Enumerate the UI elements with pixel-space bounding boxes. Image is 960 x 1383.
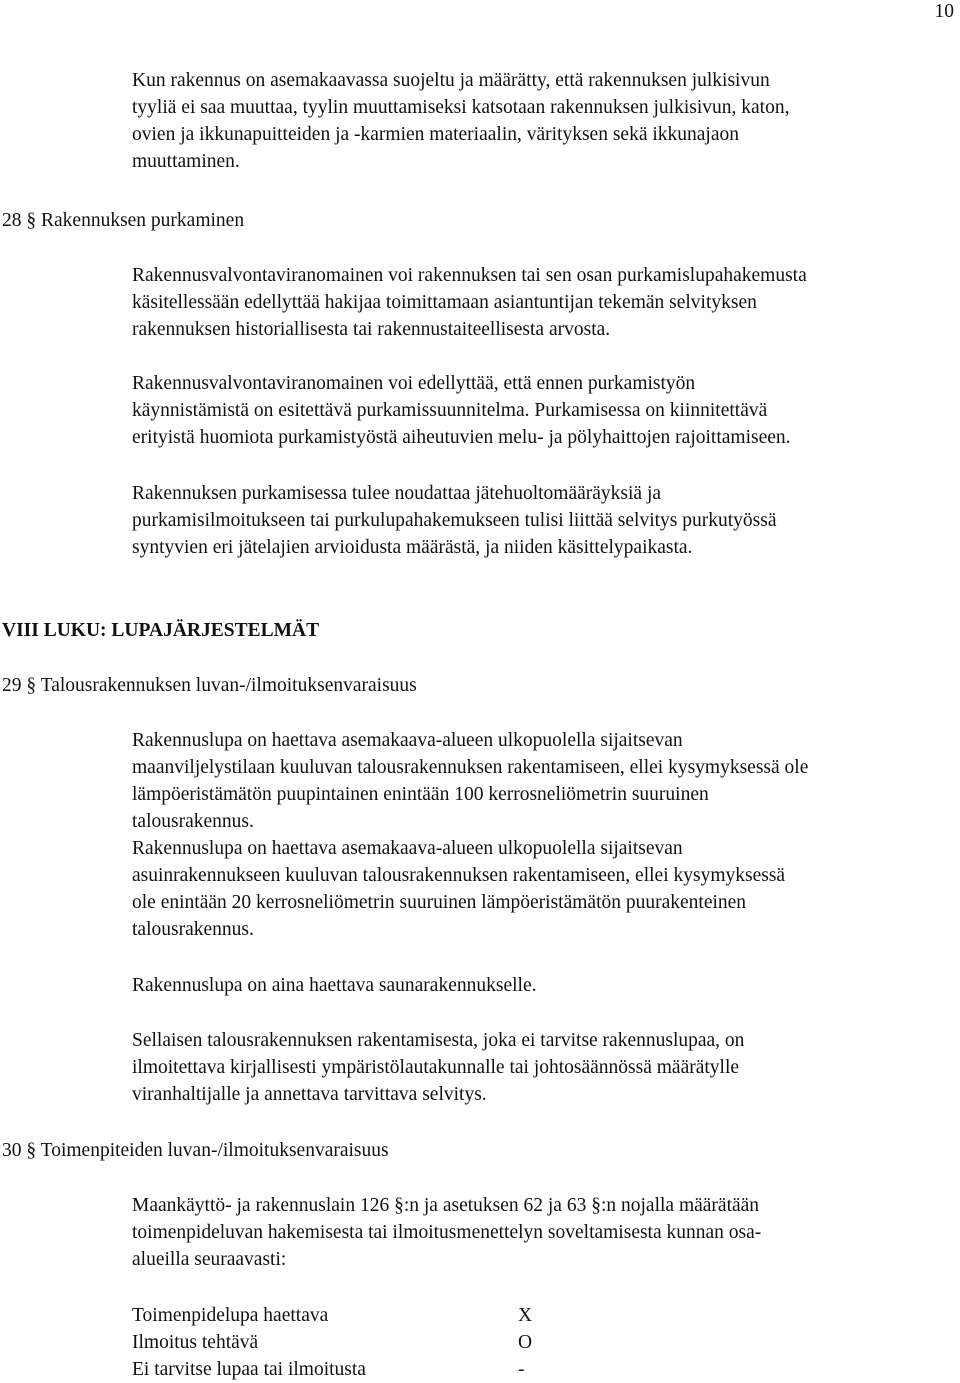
text-line: käsitellessään edellyttää hakijaa toimittamaan asiantuntijan tekemän selvityksen <box>132 292 757 313</box>
text-line: Maankäyttö- ja rakennuslain 126 §:n ja asetuksen 62 ja 63 §:n nojalla määrätään <box>132 1195 760 1216</box>
text-line: asuinrakennukseen kuuluvan talousrakennuksen rakentamiseen, ellei kysymyksessä <box>132 865 786 886</box>
section-30-paragraph-1 <box>132 1192 958 1273</box>
text-line: syntyvien eri jätelajien arvioidusta määrästä, ja niiden käsittelypaikasta. <box>132 537 693 558</box>
section-29-heading: 29 § Talousrakennuksen luvan-/ilmoituksenvaraisuus <box>2 675 417 696</box>
text-line: ovien ja ikkunapuitteiden ja -karmien materiaalin, värityksen sekä ikkunajaon <box>132 124 740 145</box>
text-line: käynnistämistä on esitettävä purkamissuunnitelma. Purkamisessa on kiinnitettävä <box>132 400 768 421</box>
legend-label: Ei tarvitse lupaa tai ilmoitusta <box>132 1359 366 1380</box>
text-line: Kun rakennus on asemakaavassa suojeltu ja määrätty, että rakennuksen julkisivun <box>132 70 770 91</box>
text-line: Rakennuslupa on haettava asemakaava-alueen ulkopuolella sijaitsevan <box>132 730 683 751</box>
section-28-heading: 28 § Rakennuksen purkaminen <box>2 210 245 231</box>
text-line: lämpöeristämätön puupintainen enintään 100 kerrosneliömetrin suuruinen <box>132 784 709 805</box>
section-28-paragraph-1 <box>132 262 958 343</box>
text-line: ole enintään 20 kerrosneliömetrin suuruinen lämpöeristämätön puurakenteinen <box>132 892 747 913</box>
page-number: 10 <box>934 1 954 22</box>
text-line: Rakennuslupa on aina haettava saunarakennukselle. <box>132 975 537 996</box>
text-line: Rakennuksen purkamisessa tulee noudattaa jätehuoltomääräyksiä ja <box>132 483 662 504</box>
section-29-paragraph-3 <box>132 1027 958 1108</box>
legend-list <box>132 1302 958 1383</box>
text-line: Rakennuslupa on haettava asemakaava-alueen ulkopuolella sijaitsevan <box>132 838 683 859</box>
intro-paragraph <box>132 67 958 175</box>
section-28-paragraph-2 <box>132 370 958 451</box>
text-line: Sellaisen talousrakennuksen rakentamisesta, joka ei tarvitse rakennuslupaa, on <box>132 1030 745 1051</box>
text-line: alueilla seuraavasti: <box>132 1249 287 1270</box>
text-line: Rakennusvalvontaviranomainen voi rakennuksen tai sen osan purkamislupahakemusta <box>132 265 807 286</box>
text-line: Rakennusvalvontaviranomainen voi edellyttää, että ennen purkamistyön <box>132 373 696 394</box>
section-29-paragraph-1 <box>132 727 958 943</box>
section-30-heading: 30 § Toimenpiteiden luvan-/ilmoituksenvaraisuus <box>2 1140 389 1161</box>
legend-mark: - <box>518 1359 525 1380</box>
text-line: purkamisilmoitukseen tai purkulupahakemukseen tulisi liittää selvitys purkutyössä <box>132 510 777 531</box>
section-28-paragraph-3 <box>132 480 958 561</box>
chapter-title: VIII LUKU: LUPAJÄRJESTELMÄT <box>2 620 320 641</box>
legend-label: Ilmoitus tehtävä <box>132 1332 259 1353</box>
legend-item <box>132 1329 958 1356</box>
legend-mark: X <box>518 1305 533 1326</box>
text-line: erityistä huomiota purkamistyöstä aiheutuvien melu- ja pölyhaittojen rajoittamiseen. <box>132 427 791 448</box>
text-line: ilmoitettava kirjallisesti ympäristölautakunnalle tai johtosäännössä määrätylle <box>132 1057 740 1078</box>
legend-label: Toimenpidelupa haettava <box>132 1305 329 1326</box>
legend-mark: O <box>518 1332 533 1353</box>
legend-item <box>132 1302 958 1329</box>
text-line: talousrakennus. <box>132 811 254 832</box>
text-line: muuttaminen. <box>132 151 240 172</box>
text-line: tyyliä ei saa muuttaa, tyylin muuttamiseksi katsotaan rakennuksen julkisivun, katon, <box>132 97 790 118</box>
text-line: toimenpideluvan hakemisesta tai ilmoitusmenettelyn soveltamisesta kunnan osa- <box>132 1222 762 1243</box>
legend-item <box>132 1356 958 1383</box>
text-line: maanviljelystilaan kuuluvan talousrakennuksen rakentamiseen, ellei kysymyksessä ole <box>132 757 809 778</box>
text-line: viranhaltijalle ja annettava tarvittava selvitys. <box>132 1084 487 1105</box>
section-29-paragraph-2 <box>132 972 958 999</box>
text-line: rakennuksen historiallisesta tai rakennustaiteellisesta arvosta. <box>132 319 611 340</box>
text-line: talousrakennus. <box>132 919 254 940</box>
